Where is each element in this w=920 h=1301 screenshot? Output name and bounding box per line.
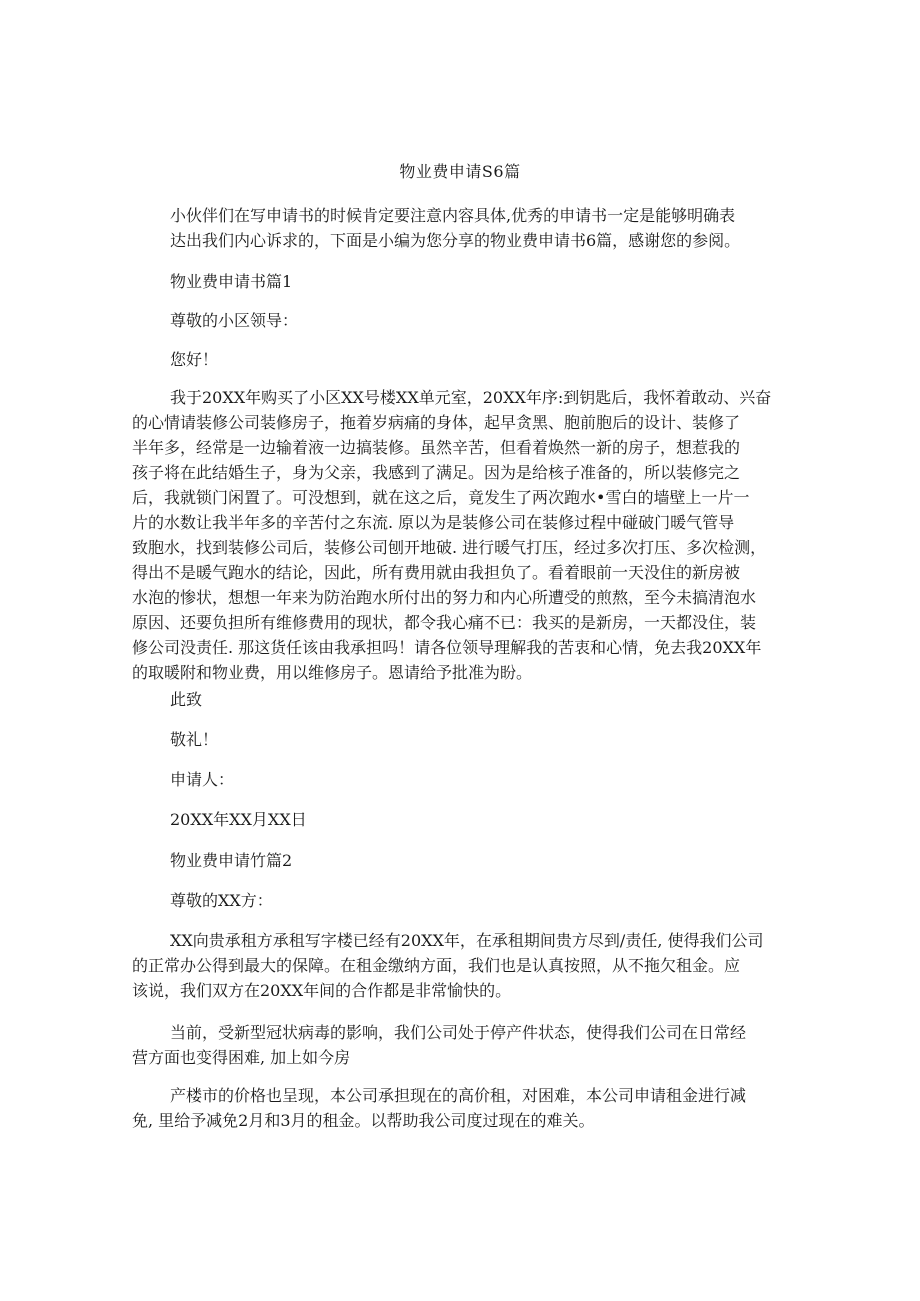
body-line: 产楼市的价格也呈现，本公司承担现在的高价租，对困难，本公司申请租金进行减 — [170, 1086, 747, 1105]
body-line: 原因、还要负担所有维修费用的现状，都令我心痛不已：我买的是新房，一天都没住，装 — [132, 613, 757, 632]
body-line: XX向贵承租方承租写字楼已经有20XX年，在承租期间贵方尽到/责任, 使得我们公司 — [170, 931, 764, 950]
body-line: 得出不是暖气跑水的结论，因此，所有费用就由我担负了。看着眼前一天没住的新房被 — [132, 563, 741, 582]
body-line: 我于20XX年购买了小区XX号楼XX单元室，20XX年序:到钥匙后，我怀着敢动、兴奋 — [170, 388, 772, 407]
body-line: 当前，受新型冠状病毒的影响，我们公司处于停产件状态，使得我们公司在日常经 — [170, 1023, 747, 1042]
body-line: 后，我就锁门闲置了。可没想到，就在这之后，竟发生了两次跑水•雪白的墙壁上一片一 — [132, 488, 750, 507]
body-line: 片的水数让我半年多的辛苦付之东流. 原以为是装修公司在装修过程中碰破门暖气管导 — [132, 513, 735, 532]
closing-jingli: 敬礼！ — [170, 730, 219, 749]
body-line: 水泡的惨状，想想一年来为防治跑水所付出的努力和内心所遭受的煎熬，至今未搞清泡水 — [132, 588, 757, 607]
section1-salutation: 尊敬的小区领导： — [170, 311, 299, 330]
section1-body — [132, 385, 772, 685]
closing-cizhi: 此致 — [170, 690, 203, 709]
applicant-label: 申请人： — [170, 770, 235, 789]
document-title: 物业费申请S6篇 — [399, 162, 521, 181]
section1-greeting: 您好！ — [170, 350, 219, 369]
body-line: 半年多，经常是一边输着液一边搞装修。虽然辛苦，但看着焕然一新的房子，想惹我的 — [132, 438, 741, 457]
body-line: 修公司没责任. 那这货任该由我承担吗！请各位领导理解我的苦衷和心情，免去我20XX年 — [132, 638, 762, 657]
body-line: 的心情请装修公司装修房子，拖着岁病痛的身体，起早贪黑、胞前胞后的设计、装修了 — [132, 413, 741, 432]
body-line: 致胞水，找到装修公司后，装修公司刨开地破. 进行暖气打压，经过多次打压、多次检测， — [132, 538, 767, 557]
intro-paragraph — [170, 203, 760, 253]
body-line: 该说，我们双方在20XX年间的合作都是非常愉快的。 — [132, 981, 512, 1000]
body-line: 营方面也变得困难, 加上如今房 — [132, 1048, 351, 1067]
body-line: 孩子将在此结婚生子，身为父亲，我感到了满足。因为是给核子准备的，所以装修完之 — [132, 463, 741, 482]
body-line: 免, 里给予减免2月和3月的租金。以帮助我公司度过现在的难关。 — [132, 1111, 595, 1130]
body-line: 的取暖附和物业费，用以维修房子。恩请给予批准为盼。 — [132, 663, 533, 682]
application-date: 20XX年XX月XX日 — [170, 810, 307, 829]
section2-paragraph3 — [132, 1083, 760, 1133]
section2-salutation: 尊敬的XX方： — [170, 891, 273, 910]
intro-line: 小伙伴们在写申请书的时候肯定要注意内容具体,优秀的申请书一定是能够明确表 — [170, 206, 736, 225]
section2-paragraph2 — [132, 1020, 760, 1070]
intro-line: 达出我们内心诉求的，下面是小编为您分享的物业费申请书6篇，感谢您的参阅。 — [170, 231, 741, 250]
section2-paragraph1 — [132, 928, 764, 1003]
section2-heading: 物业费申请竹篇2 — [170, 851, 293, 870]
body-line: 的正常办公得到最大的保障。在租金缴纳方面，我们也是认真按照，从不拖欠租金。应 — [132, 956, 741, 975]
section1-heading: 物业费申请书篇1 — [170, 272, 293, 291]
